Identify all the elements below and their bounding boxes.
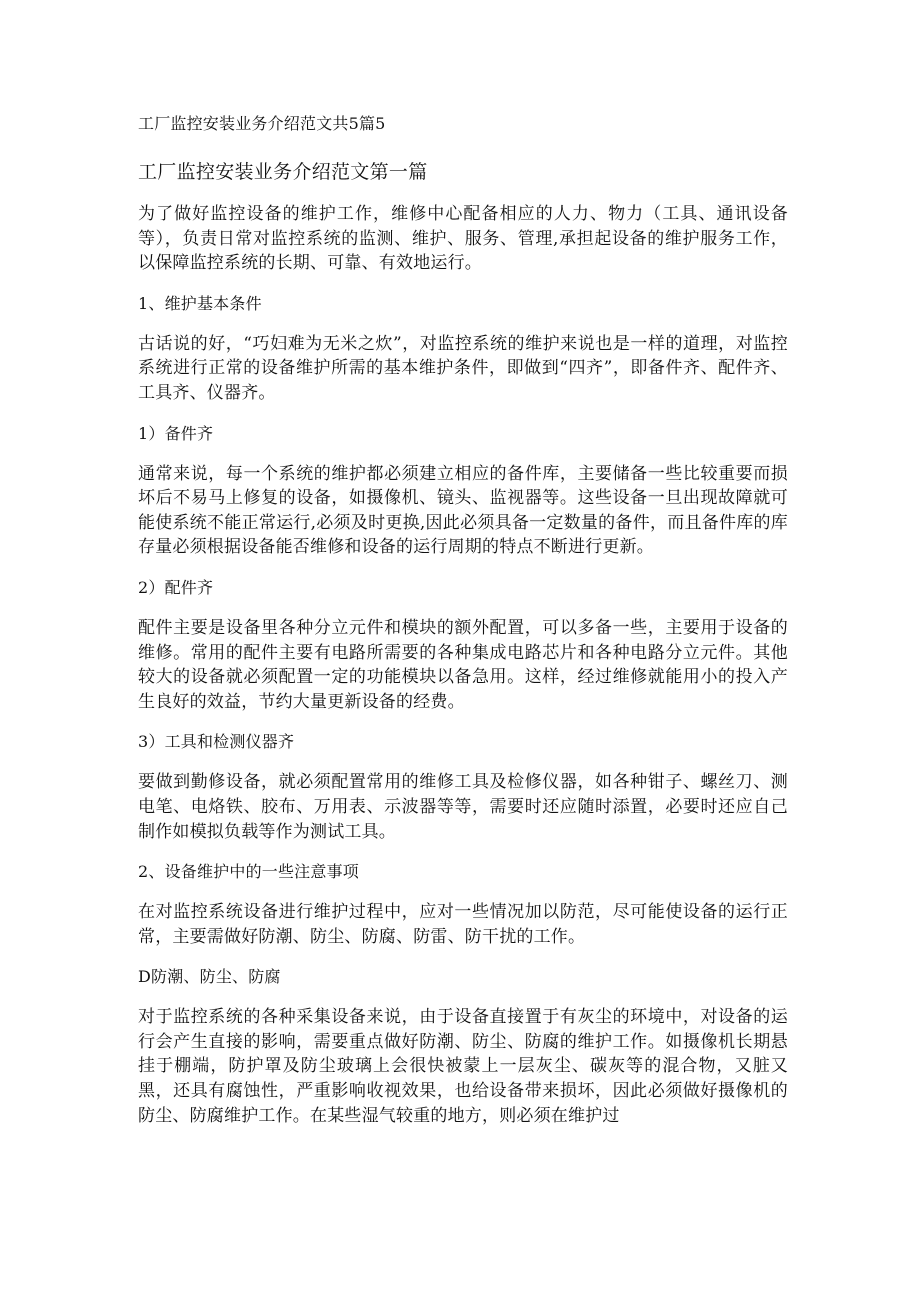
heading-maintenance-notes: 2、设备维护中的一些注意事项 (138, 862, 359, 882)
paragraph-maintenance-intro: 为了做好监控设备的维护工作，维修中心配备相应的人力、物力（工具、通讯设备等），负责日常对监控系统的监测、维护、服务、管理,承担起设备的维护服务工作，以保障监控系统的长期、可靠、有效地运行。 (138, 204, 788, 274)
document-body (138, 112, 788, 1128)
paragraph-spare-parts: 通常来说，每一个系统的维护都必须建立相应的备件库，主要储备一些比较重要而损坏后不易马上修复的设备，如摄像机、镜头、监视器等。这些设备一旦出现故障就可能使系统不能正常运行,必须及时更换,因此必须具备一定数量的备件，而且备件库的库存量必须根据设备能否维修和设备的运行周期的特点不断进行更新。 (138, 463, 788, 558)
document-title: 工厂监控安装业务介绍范文共5篇5 (138, 114, 386, 133)
paragraph-tools-instruments: 要做到勤修设备，就必须配置常用的维修工具及检修仪器，如各种钳子、螺丝刀、测电笔、电烙铁、胶布、万用表、示波器等等，需要时还应随时添置，必要时还应自己制作如模拟负载等作为测试工具。 (138, 772, 788, 842)
heading-accessories: 2）配件齐 (138, 577, 214, 597)
paragraph-moisture-dust-corrosion: 对于监控系统的各种采集设备来说，由于设备直接置于有灰尘的环境中，对设备的运行会产生直接的影响，需要重点做好防潮、防尘、防腐的维护工作。如摄像机长期悬挂于棚端，防护罩及防尘玻璃上会很快被蒙上一层灰尘、碳灰等的混合物，又脏又黑，还具有腐蚀性，严重影响收视效果，也给设备带来损坏，因此必须做好摄像机的防尘、防腐维护工作。在某些湿气较重的地方，则必须在维护过 (138, 1007, 788, 1126)
heading-spare-parts: 1）备件齐 (138, 423, 214, 443)
heading-basic-conditions: 1、维护基本条件 (138, 293, 262, 313)
paragraph-maintenance-notes: 在对监控系统设备进行维护过程中，应对一些情况加以防范，尽可能使设备的运行正常，主要需做好防潮、防尘、防腐、防雷、防干扰的工作。 (138, 902, 788, 947)
paragraph-accessories: 配件主要是设备里各种分立元件和模块的额外配置，可以多备一些，主要用于设备的维修。常用的配件主要有电路所需要的各种集成电路芯片和各种电路分立元件。其他较大的设备就必须配置一定的功能模块以备急用。这样，经过维修就能用小的投入产生良好的效益，节约大量更新设备的经费。 (138, 617, 788, 712)
heading-tools-instruments: 3）工具和检测仪器齐 (138, 732, 295, 752)
document-subtitle: 工厂监控安装业务介绍范文第一篇 (138, 161, 428, 183)
heading-moisture-dust-corrosion: D防潮、防尘、防腐 (138, 967, 281, 987)
paragraph-four-complete: 古话说的好，“巧妇难为无米之炊”，对监控系统的维护来说也是一样的道理，对监控系统进行正常的设备维护所需的基本维护条件，即做到“四齐”，即备件齐、配件齐、工具齐、仪器齐。 (138, 333, 788, 403)
